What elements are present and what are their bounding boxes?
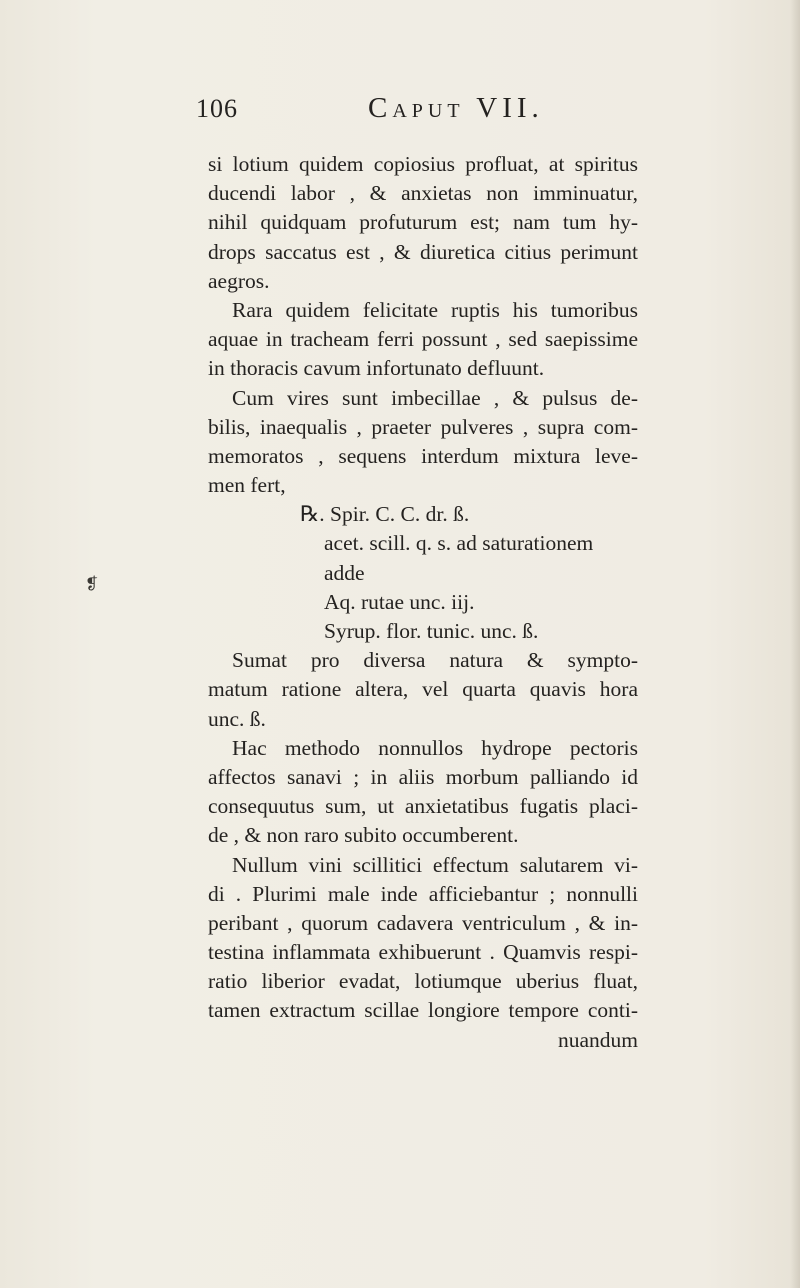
text-line: affectos sanavi ; in aliis morbum palliando id [208,764,638,789]
text-line: ducendi labor , & anxietas non imminuatur, [208,181,638,206]
page-number: 106 [196,94,238,123]
text-line: si lotium quidem copiosius profluat, at spiritus [208,152,638,176]
text-line: testina inflammata exhibuerunt . Quamvis respi- [208,940,638,965]
margin-mark: ❡ [85,576,99,593]
chapter-title: Caput VII. [368,92,544,124]
running-head [0,94,800,134]
text-line: in thoracis cavum infortunato defluunt. [208,356,545,381]
text-line: ratio liberior evadat, lotiumque uberius fluat, [208,969,638,994]
text-line: consequutus sum, ut anxietatibus fugatis placi- [208,794,638,819]
recipe-line: adde [324,560,365,585]
recipe-line: ℞. Spir. C. C. dr. ß. [300,502,470,527]
text-line: bilis, inaequalis , praeter pulveres , supra com- [208,414,638,439]
catchword: nuandum [557,1027,638,1052]
text-line: Cum vires sunt imbecillae , & pulsus de- [232,385,638,410]
recipe-line: Aq. rutae unc. iij. [324,589,475,614]
text-line: peribant , quorum cadavera ventriculum , & in- [208,910,638,935]
recipe-line: acet. scill. q. s. ad saturationem [324,531,594,556]
text-line: de , & non raro subito occumberent. [208,823,519,848]
text-line: Sumat pro diversa natura & sympto- [232,648,638,673]
text-line: Hac methodo nonnullos hydrope pectoris [232,735,638,760]
text-line: unc. ß. [208,706,266,731]
recipe-line: Syrup. flor. tunic. unc. ß. [324,619,539,643]
text-line: memoratos , sequens interdum mixtura leve- [208,443,638,468]
text-line: drops saccatus est , & diuretica citius perimunt [208,239,638,264]
text-line: Nullum vini scillitici effectum salutarem vi- [232,852,638,877]
text-line: Rara quidem felicitate ruptis his tumoribus [232,297,638,322]
text-line: matum ratione altera, vel quarta quavis hora [208,677,638,702]
text-line: men fert, [208,473,286,498]
text-line: nihil quidquam profuturum est; nam tum hy- [208,210,638,235]
text-line: tamen extractum scillae longiore tempore conti- [208,998,638,1023]
text-line: aegros. [208,268,270,293]
text-line: aquae in tracheam ferri possunt , sed saepissime [208,327,638,352]
body-text [208,150,638,1055]
text-line: di . Plurimi male inde afficiebantur ; nonnulli [208,881,638,906]
page-edge-shadow [790,0,800,1288]
